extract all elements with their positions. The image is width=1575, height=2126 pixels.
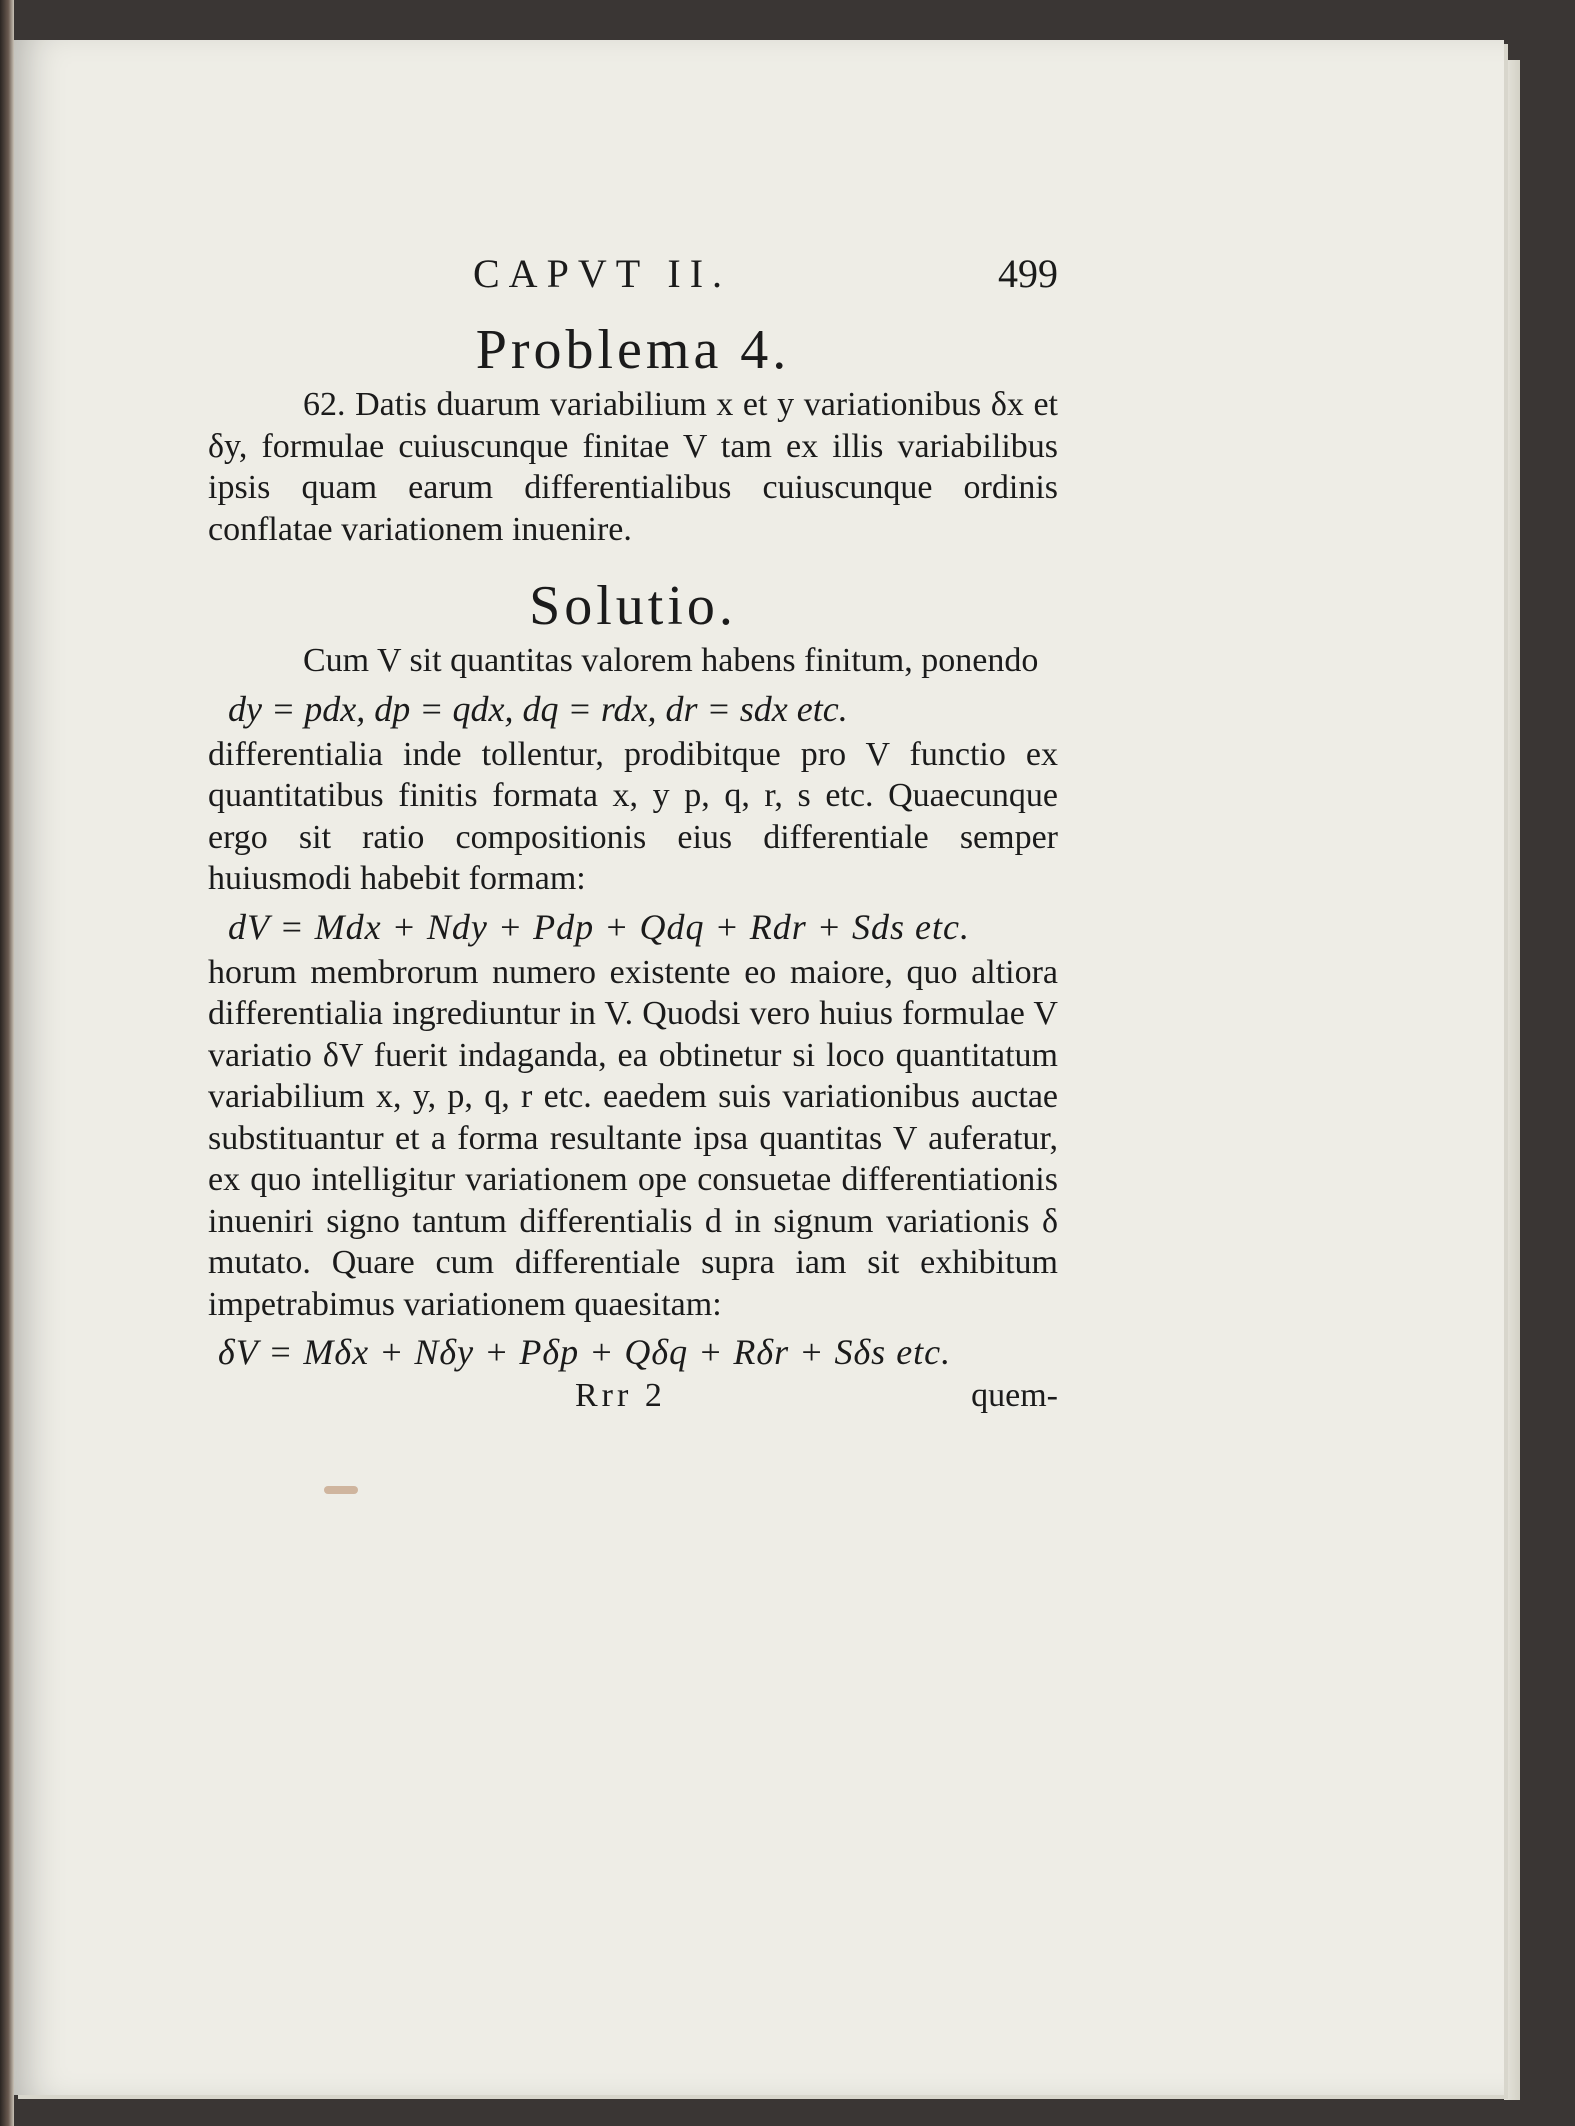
formula-variation bbox=[208, 1329, 1058, 1375]
formula-differential-text: dV = Mdx + Ndy + Pdp + Qdq + Rdr + Sds etc. bbox=[228, 906, 971, 947]
book-spine bbox=[0, 0, 14, 2126]
page-number: 499 bbox=[998, 251, 1058, 296]
formula-variation-text: δV = Mδx + Nδy + Pδp + Qδq + Rδr + Sδs etc. bbox=[218, 1332, 952, 1372]
formula-substitutions-text: dy = pdx, dp = qdx, dq = rdx, dr = sdx etc. bbox=[228, 688, 848, 729]
chapter-title: CAPVT II. bbox=[473, 251, 732, 296]
solution-paragraph-2: differentialia inde tollentur, prodibitque pro V functio ex quantitatibus finitis formata x, y p, q, r, s etc. Quaecunque ergo sit ratio compositionis eius differentiale semper huiusmodi habebit formam: bbox=[208, 735, 1058, 897]
paper-stain bbox=[324, 1486, 358, 1494]
signature-mark: Rrr 2 bbox=[575, 1377, 666, 1414]
formula-differential bbox=[208, 904, 1058, 950]
page-footer bbox=[208, 1377, 1058, 1415]
page-edge bbox=[1504, 60, 1520, 2100]
problem-text: 62. Datis duarum variabilium x et y variationibus δx et δy, formulae cuiuscunque finitae V tam ex illis variabilibus ipsis quam earum differentialibus cuiuscunque ordinis conflatae variationem inuenire. bbox=[208, 386, 1058, 548]
solution-paragraph-1: Cum V sit quantitas valorem habens finitum, ponendo bbox=[303, 642, 1039, 679]
problem-heading: Problema 4. bbox=[475, 319, 791, 381]
solution-paragraph-3: horum membrorum numero existente eo maiore, quo altiora differentialia ingrediuntur in V. Quodsi vero huius formulae V variatio δV fuerit indaganda, ea obtinetur si loco quantitatum variabilium x, y, p, q, r etc. eaedem suis variationibus auctae substituantur et a forma resultante ipsa quantitas V auferatur, ex quo intelligitur variationem ope consuetae differentiationis inueniri signo tantum differentialis d in signum variationis δ mutato. Quare cum differentiale supra iam sit exhibitum impetrabimus variationem quaesitam: bbox=[208, 953, 1058, 1323]
formula-substitutions bbox=[208, 686, 1058, 732]
catchword: quem- bbox=[971, 1377, 1058, 1414]
running-head bbox=[208, 250, 1058, 310]
page-text-block bbox=[208, 250, 1058, 1415]
solution-heading: Solutio. bbox=[529, 575, 737, 637]
